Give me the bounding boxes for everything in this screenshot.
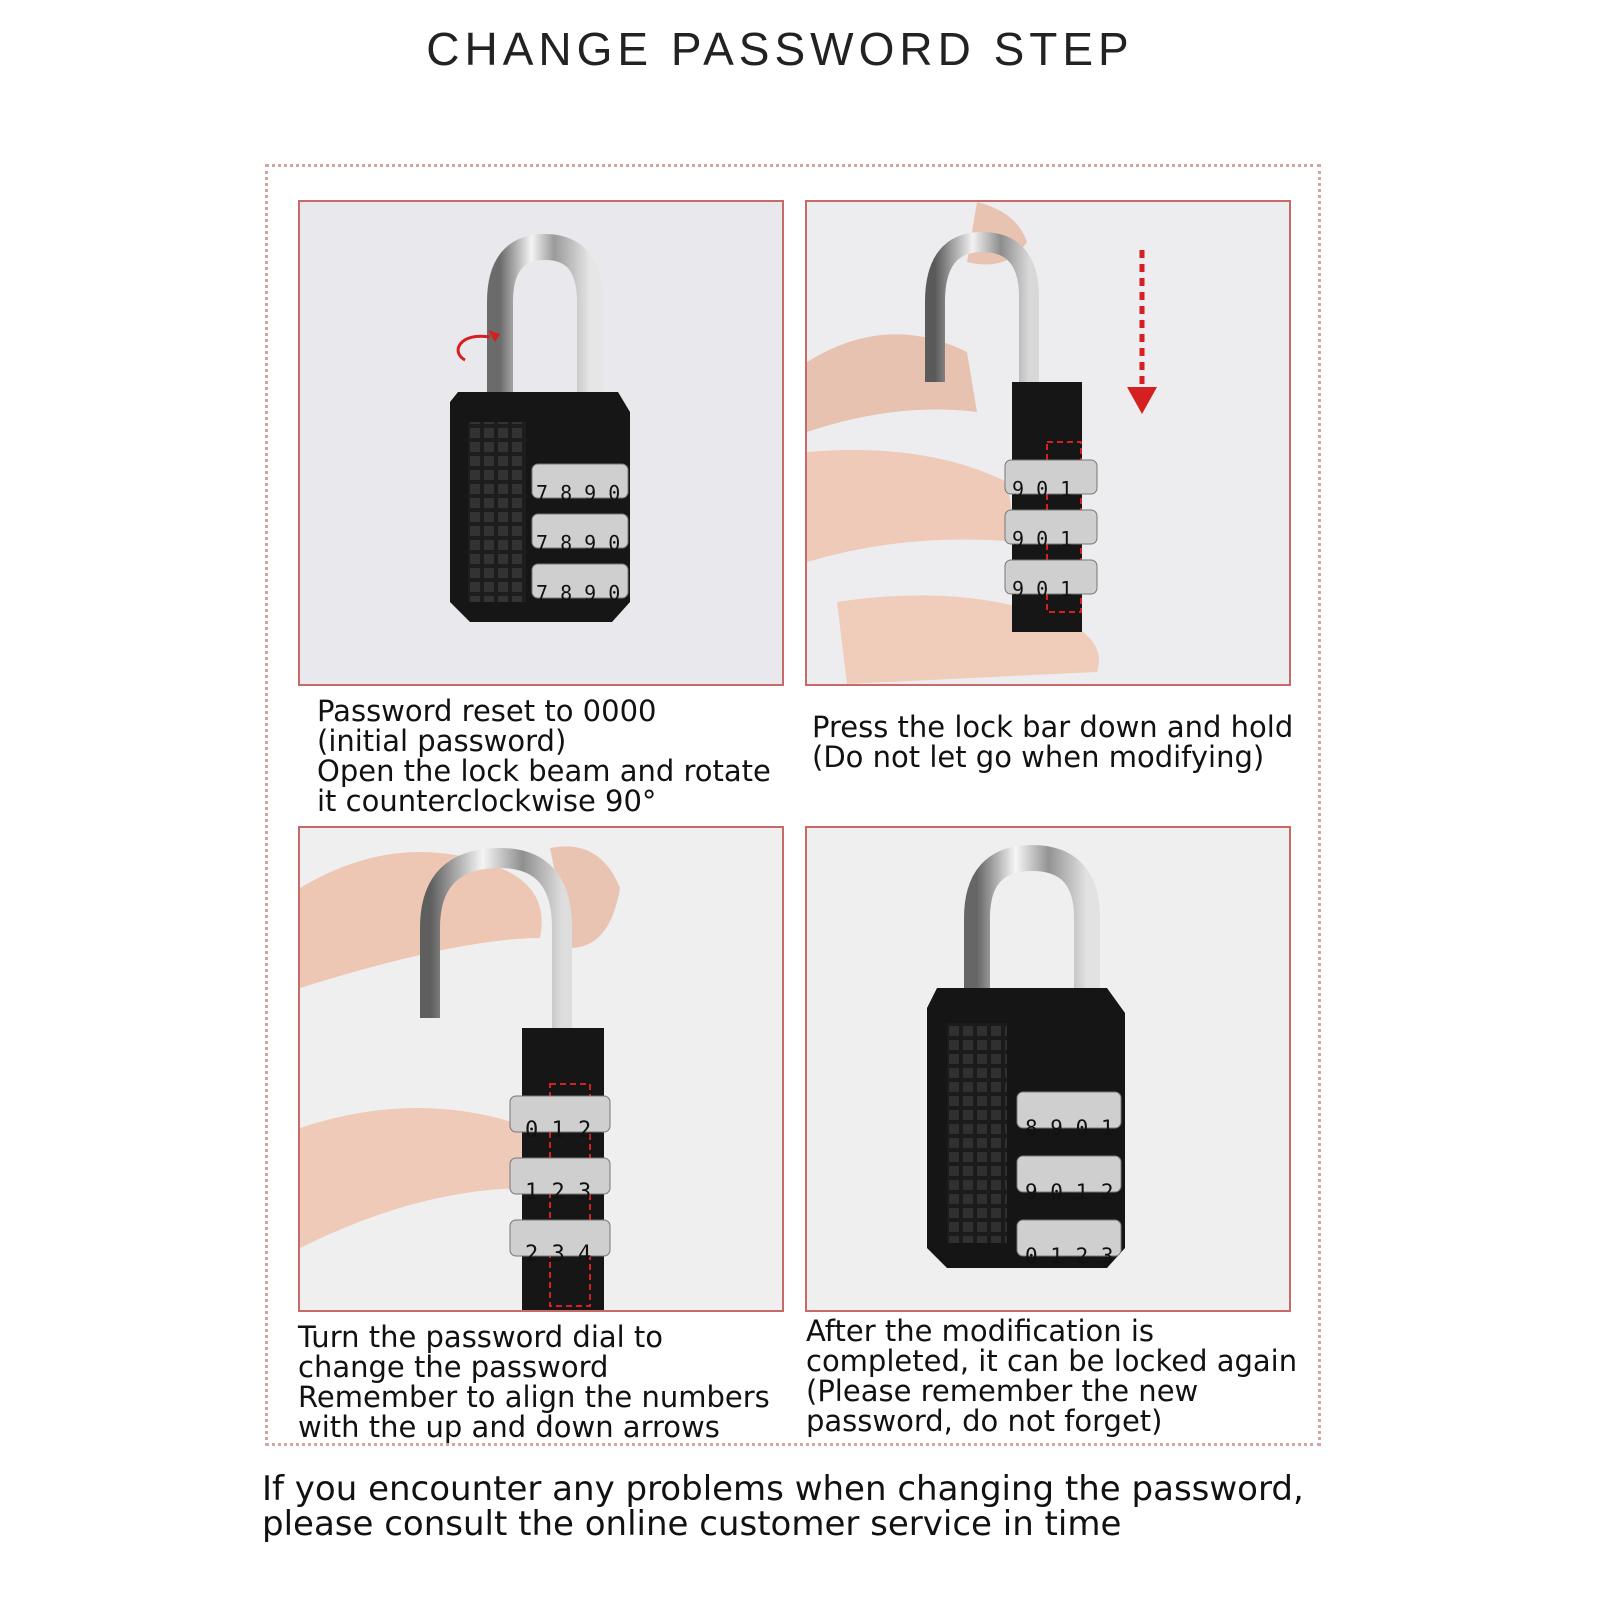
step2-line-1: Press the lock bar down and hold [812,710,1294,744]
step4-line-3: (Please remember the new [806,1374,1199,1408]
step3-line-4: with the up and down arrows [298,1410,720,1444]
step1-line-4: it counterclockwise 90° [317,784,657,818]
step4-line-1: After the modification is [806,1314,1155,1348]
step2-caption [812,712,1293,772]
step3-dial-2: 1 2 3 [525,1180,592,1205]
step1-dial-3: 7 8 9 0 [536,581,621,605]
page-title: CHANGE PASSWORD STEP [426,23,1134,75]
step4-caption [806,1316,1297,1436]
step1-caption [317,696,771,816]
step3-line-3: Remember to align the numbers [298,1380,770,1414]
step1-line-1: Password reset to 0000 [317,694,657,728]
footer-line-2: please consult the online customer service in time [262,1504,1122,1544]
step2-dial-1: 9 0 1 [1012,477,1073,501]
step3-dial-3: 2 3 4 [525,1242,592,1267]
step1-line-2: (initial password) [317,724,567,758]
step2-dial-2: 9 0 1 [1012,527,1073,551]
step3-caption [298,1322,770,1442]
step4-dial-2: 9 0 1 2 [1025,1180,1114,1204]
footer-line-1: If you encounter any problems when changing the password, [262,1469,1304,1509]
footer-note [262,1469,1304,1544]
step2-dial-3: 9 0 1 [1012,577,1073,601]
step4-line-2: completed, it can be locked again [806,1344,1298,1378]
step2-line-2: (Do not let go when modifying) [812,740,1265,774]
step1-line-3: Open the lock beam and rotate [317,754,771,788]
step4-dial-1: 8 9 0 1 [1025,1116,1114,1140]
step3-dial-1: 0 1 2 [525,1118,592,1143]
step4-line-4: password, do not forget) [806,1404,1163,1438]
step4-dial-3: 0 1 2 3 [1025,1244,1114,1268]
step1-dial-1: 7 8 9 0 [536,481,621,505]
step1-dial-2: 7 8 9 0 [536,531,621,555]
step3-line-2: change the password [298,1350,609,1384]
step3-line-1: Turn the password dial to [298,1320,664,1354]
